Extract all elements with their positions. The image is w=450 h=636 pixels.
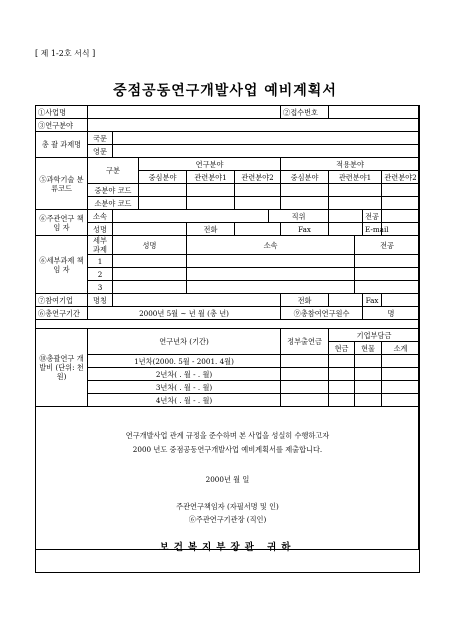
- company-fax-label: Fax: [363, 294, 382, 307]
- position-field[interactable]: [329, 210, 363, 223]
- gov-funding-header: 정부출연금: [281, 329, 329, 355]
- code-cell[interactable]: [187, 197, 235, 210]
- sub-task-number: 3: [88, 281, 113, 294]
- code-cell[interactable]: [329, 197, 382, 210]
- code-cell[interactable]: [281, 184, 329, 197]
- sub-major-field[interactable]: [355, 281, 420, 294]
- receipt-number-label: ②접수번호: [281, 106, 329, 119]
- sub-major-field[interactable]: [355, 268, 420, 281]
- research-area-label: ③연구분야: [36, 119, 88, 132]
- korean-title-label: 국문: [88, 132, 113, 145]
- declaration-line-2: 2000 년도 중점공동연구개발사업 예비계획서를 제출합니다.: [132, 445, 323, 454]
- affiliation-field[interactable]: [113, 210, 269, 223]
- sub-affiliation-field[interactable]: [187, 281, 355, 294]
- project-name-field[interactable]: [88, 106, 281, 119]
- plan-form-table: [35, 105, 420, 573]
- name-field[interactable]: [113, 223, 187, 236]
- budget-cell[interactable]: [382, 394, 420, 407]
- fax-field[interactable]: [329, 223, 363, 236]
- code-cell[interactable]: [235, 184, 281, 197]
- addressee: 보건복지부장관 귀하: [159, 542, 296, 553]
- column-header: 관련분야1: [329, 171, 382, 184]
- korean-title-field[interactable]: [113, 132, 420, 145]
- budget-cell[interactable]: [329, 368, 355, 381]
- year-row-label: 1년차(2000. 5월 - 2001. 4월): [88, 355, 281, 368]
- code-cell[interactable]: [235, 197, 281, 210]
- year-row-label: 4년차( . 월 - . 월): [88, 394, 281, 407]
- total-budget-label: ⑩총괄연구 개발비 (단위: 천원): [36, 329, 88, 407]
- budget-cell[interactable]: [281, 394, 329, 407]
- budget-cell[interactable]: [329, 394, 355, 407]
- phone-label: 전화: [187, 223, 235, 236]
- year-column-header: 연구년차 (기간): [88, 329, 281, 355]
- sub-affiliation-header: 소속: [187, 236, 355, 255]
- total-period-field[interactable]: 2000년 5월 ~ 년 월 (총 년): [88, 307, 281, 320]
- in-kind-header: 현물: [355, 342, 382, 355]
- subtotal-header: 소계: [382, 342, 420, 355]
- budget-cell[interactable]: [355, 381, 382, 394]
- major-field[interactable]: [382, 210, 420, 223]
- major-label: 전공: [363, 210, 382, 223]
- phone-field[interactable]: [235, 223, 281, 236]
- budget-cell[interactable]: [329, 355, 355, 368]
- declaration-section: [36, 407, 420, 573]
- sub-affiliation-field[interactable]: [187, 268, 355, 281]
- declaration-line-1: 연구개발사업 관계 규정을 준수하며 본 사업을 성실히 수행하고자: [125, 431, 330, 440]
- budget-cell[interactable]: [329, 381, 355, 394]
- research-area-field[interactable]: [88, 119, 420, 132]
- mid-code-label: 중분야 코드: [88, 184, 139, 197]
- code-cell[interactable]: [139, 184, 187, 197]
- company-phone-label: 전화: [281, 294, 329, 307]
- code-cell[interactable]: [382, 197, 420, 210]
- budget-cell[interactable]: [281, 355, 329, 368]
- fax-label: Fax: [281, 223, 329, 236]
- english-title-field[interactable]: [113, 145, 420, 158]
- code-cell[interactable]: [329, 184, 382, 197]
- budget-cell[interactable]: [281, 381, 329, 394]
- project-name-label: ①사업명: [36, 106, 88, 119]
- company-share-header: 기업부담금: [329, 329, 420, 342]
- code-cell[interactable]: [382, 184, 420, 197]
- sub-major-header: 전공: [355, 236, 420, 255]
- page-title: 중점공동연구개발사업 예비계획서: [113, 83, 337, 99]
- applied-field-header: 적용분야: [281, 158, 420, 171]
- sub-affiliation-field[interactable]: [187, 255, 355, 268]
- participating-company-label: ⑦참여기업: [36, 294, 88, 307]
- receipt-number-field[interactable]: [329, 106, 420, 119]
- column-header: 중심분야: [139, 171, 187, 184]
- principal-investigator-label: ⑥주관연구 책 임 자: [36, 210, 88, 236]
- form-number: [ 제 1-2호 서식 ]: [35, 49, 96, 58]
- research-field-header: 연구분야: [139, 158, 281, 171]
- researcher-count-unit: 명: [363, 307, 420, 320]
- sub-name-field[interactable]: [113, 281, 187, 294]
- column-header: 관련분야2: [382, 171, 420, 184]
- column-header: 관련분야2: [235, 171, 281, 184]
- english-title-label: 영문: [88, 145, 113, 158]
- affiliation-label: 소속: [88, 210, 113, 223]
- company-name-label: 명칭: [88, 294, 113, 307]
- spacer-row: [36, 320, 420, 329]
- company-phone-field[interactable]: [329, 294, 363, 307]
- sub-task-header: 세부 과제: [88, 236, 113, 255]
- submission-date: 2000년 월 일: [205, 475, 250, 484]
- company-name-field[interactable]: [113, 294, 281, 307]
- budget-cell[interactable]: [355, 355, 382, 368]
- sub-task-number: 1: [88, 255, 113, 268]
- sub-task-number: 2: [88, 268, 113, 281]
- signer-investigator: 주관연구책임자 (자필서명 및 인): [176, 502, 279, 511]
- budget-cell[interactable]: [382, 368, 420, 381]
- code-cell[interactable]: [187, 184, 235, 197]
- division-header: 구분: [88, 158, 139, 184]
- overall-task-label: 총 괄 과제명: [36, 132, 88, 158]
- year-row-label: 3년차( . 월 - . 월): [88, 381, 281, 394]
- signer-institution-head: ⑥주관연구기관장 (직인): [188, 515, 267, 524]
- budget-cell[interactable]: [355, 394, 382, 407]
- sub-name-header: 성명: [113, 236, 187, 255]
- column-header: 관련분야1: [187, 171, 235, 184]
- budget-cell[interactable]: [355, 368, 382, 381]
- code-cell[interactable]: [281, 197, 329, 210]
- sub-name-field[interactable]: [113, 268, 187, 281]
- budget-cell[interactable]: [281, 368, 329, 381]
- sub-task-leader-label: ⑥세부과제 책 임 자: [36, 236, 88, 294]
- total-period-label: ⑥총연구기간: [36, 307, 88, 320]
- code-cell[interactable]: [139, 197, 187, 210]
- year-row-label: 2년차( . 월 - . 월): [88, 368, 281, 381]
- cash-header: 현금: [329, 342, 355, 355]
- position-label: 직위: [269, 210, 329, 223]
- budget-cell[interactable]: [382, 355, 420, 368]
- email-label: E-mail: [363, 223, 382, 236]
- researcher-count-label: ⑨총참여연구원수: [281, 307, 363, 320]
- company-fax-field[interactable]: [382, 294, 420, 307]
- column-header: 중심분야: [281, 171, 329, 184]
- budget-cell[interactable]: [382, 381, 420, 394]
- sub-name-field[interactable]: [113, 255, 187, 268]
- sub-major-field[interactable]: [355, 255, 420, 268]
- name-label: 성명: [88, 223, 113, 236]
- sub-code-label: 소분야 코드: [88, 197, 139, 210]
- classification-code-label: ⑤과학기술 분류코드: [36, 158, 88, 210]
